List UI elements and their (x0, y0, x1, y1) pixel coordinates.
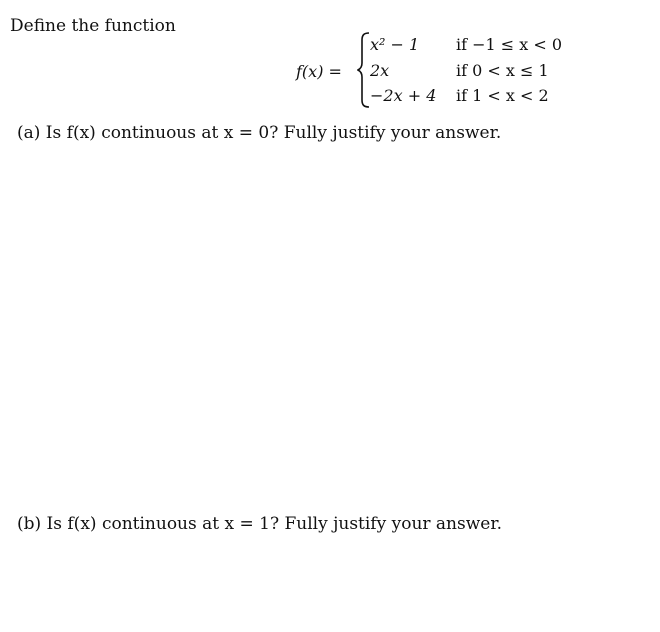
case-1-expression: x² − 1 (370, 35, 420, 54)
intro-text: Define the function (10, 16, 176, 36)
case-2-condition: if 0 < x ≤ 1 (456, 61, 549, 80)
case-3-condition: if 1 < x < 2 (456, 86, 549, 105)
left-brace-icon (357, 32, 371, 108)
question-b: (b) Is f(x) continuous at x = 1? Fully justify your answer. (17, 514, 503, 534)
question-a: (a) Is f(x) continuous at x = 0? Fully justify your answer. (17, 123, 502, 143)
case-1-condition: if −1 ≤ x < 0 (456, 35, 563, 54)
case-2-expression: 2x (370, 61, 390, 80)
case-3-expression: −2x + 4 (370, 86, 437, 105)
function-lhs: f(x) = (296, 62, 342, 81)
